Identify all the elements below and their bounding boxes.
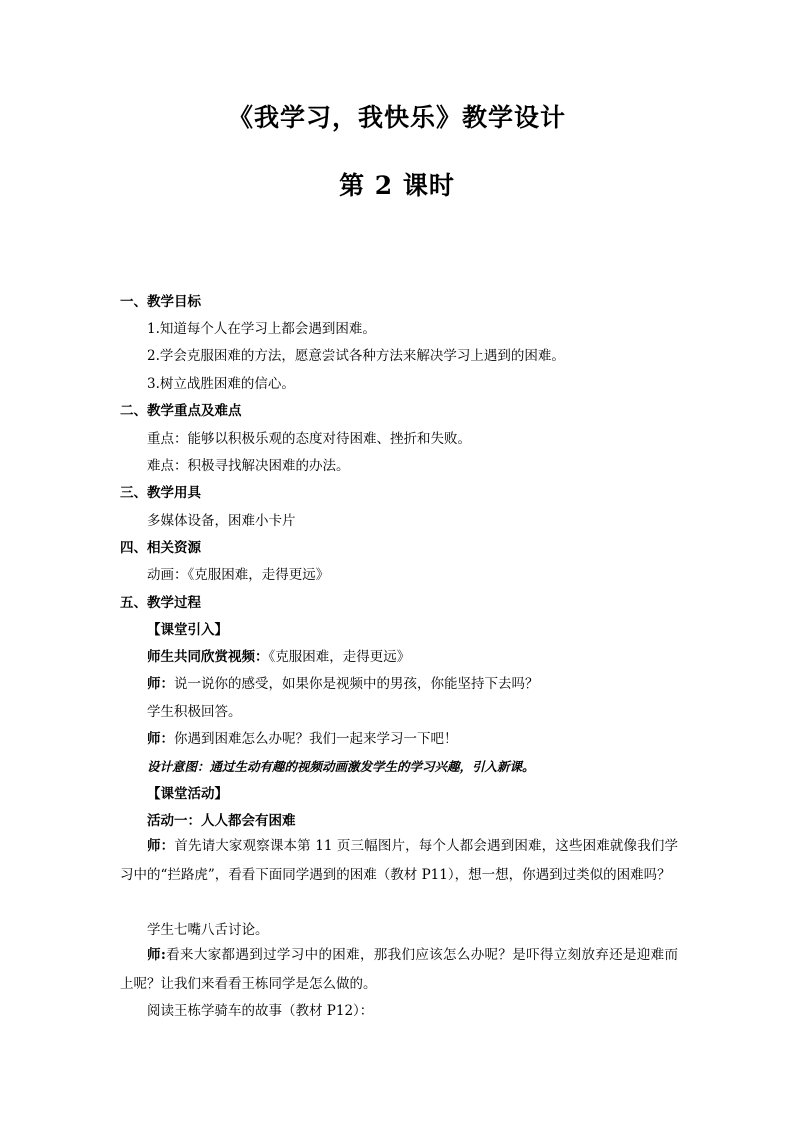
reading-instruction: 阅读王栋学骑车的故事（教材 P12）： — [147, 1003, 374, 1019]
student-answer: 学生积极回答。 — [147, 704, 242, 720]
activity-paragraph-1-text: 首先请大家观察课本第 11 页三幅图片，每个人都会遇到困难，这些困难就像我们学习中的“拦路虎”，看看下面同学遇到的困难（教材 P11），想一想，你遇到过类似的困难吗？ — [120, 838, 679, 883]
watch-video-line — [147, 647, 707, 667]
objective-item-3: 3.树立战胜困难的信心。 — [147, 376, 295, 392]
resources-text: 动画：《克服困难，走得更远》 — [147, 567, 330, 583]
design-intent: 设计意图：通过生动有趣的视频动画激发学生的学习兴趣，引入新课。 — [147, 759, 535, 774]
objective-item-1: 1.知道每个人在学习上都会遇到困难。 — [147, 321, 376, 337]
activity-paragraph-2-text: 看来大家都遇到过学习中的困难，那我们应该怎么办呢？是吓得立刻放弃还是迎难而上呢？让我们来看看王栋同学是怎么做的。 — [120, 947, 679, 992]
teacher-question-1-text: 说一说你的感受，如果你是视频中的男孩，你能坚持下去吗？ — [174, 676, 539, 692]
watch-video-title: 《克服困难，走得更远》 — [268, 649, 411, 665]
activity-tag: 【课堂活动】 — [147, 786, 228, 802]
objective-item-2: 2.学会克服困难的方法，愿意尝试各种方法来解决学习上遇到的困难。 — [147, 348, 565, 364]
teacher-label: 师： — [147, 838, 175, 854]
materials-text: 多媒体设备，困难小卡片 — [147, 513, 296, 529]
teacher-label: 师： — [147, 731, 174, 747]
teacher-question-2 — [147, 729, 707, 749]
document-title: 《我学习，我快乐》教学设计 — [227, 103, 566, 132]
section-heading-materials: 三、教学用具 — [120, 485, 201, 501]
activity-paragraph-1 — [120, 832, 678, 889]
intro-tag: 【课堂引入】 — [147, 622, 228, 638]
section-heading-objectives: 一、教学目标 — [120, 294, 201, 310]
section-heading-resources: 四、相关资源 — [120, 540, 201, 556]
teacher-question-1 — [147, 674, 707, 694]
activity-one-title: 活动一：人人都会有困难 — [147, 813, 296, 829]
difficult-point: 难点：积极寻找解决困难的办法。 — [147, 458, 350, 474]
student-discussion: 学生七嘴八舌讨论。 — [147, 922, 269, 938]
section-heading-key-points: 二、教学重点及难点 — [120, 403, 242, 419]
key-point: 重点：能够以积极乐观的态度对待困难、挫折和失败。 — [147, 431, 471, 447]
teacher-label: 师: — [147, 947, 166, 963]
section-heading-process: 五、教学过程 — [120, 595, 201, 611]
watch-video-label: 师生共同欣赏视频： — [147, 649, 269, 665]
teacher-question-2-text: 你遇到困难怎么办呢？我们一起来学习一下吧！ — [174, 731, 458, 747]
activity-paragraph-2 — [120, 941, 678, 998]
teacher-label: 师： — [147, 676, 174, 692]
lesson-subtitle: 第 2 课时 — [339, 171, 455, 200]
